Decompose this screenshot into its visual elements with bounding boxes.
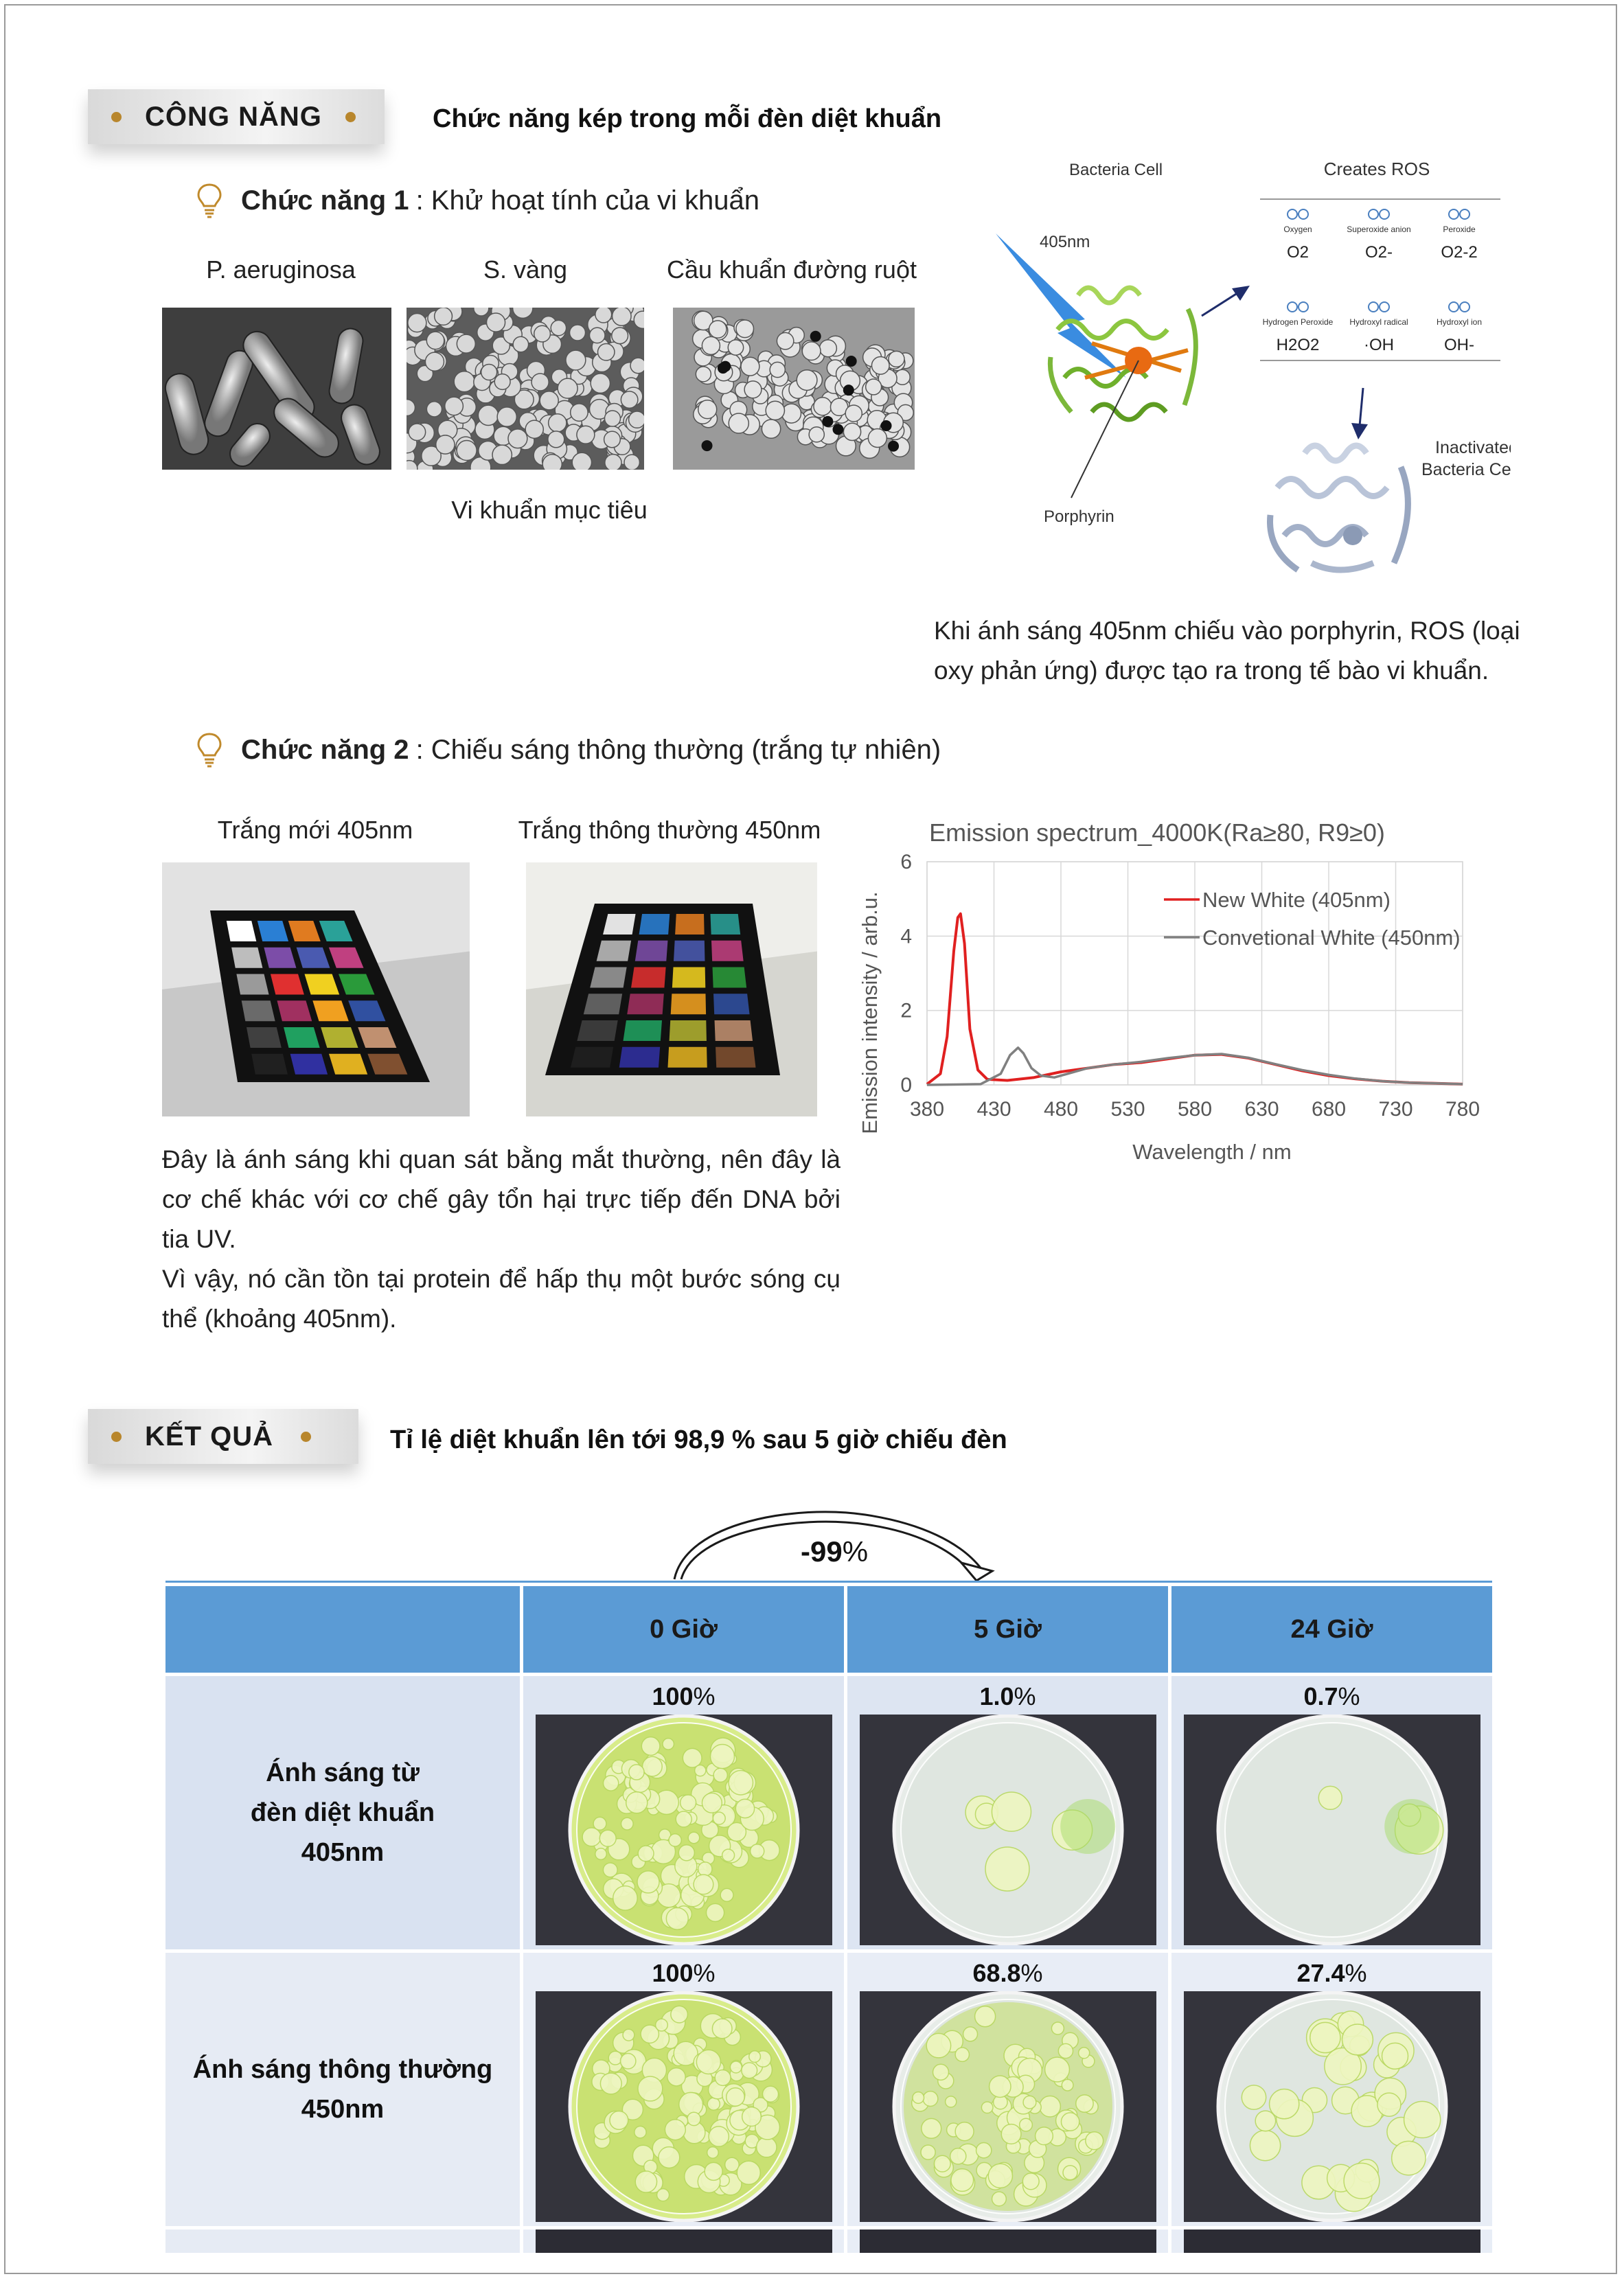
row-label-line: đèn diệt khuẩn [250, 1798, 435, 1827]
ros-formula-label: OH- [1444, 336, 1474, 354]
ros-name-label: Hydroxyl radical [1349, 317, 1408, 327]
table-row [165, 1676, 1492, 1949]
reduction-unit: % [842, 1535, 869, 1568]
ros-name-label: Peroxide [1443, 225, 1476, 234]
bacteria-caption-3: Cầu khuẩn đường ruột [667, 255, 917, 284]
result-cell [847, 1676, 1168, 1949]
result-unit: % [1345, 1959, 1367, 1987]
y-tick-label: 0 [900, 1074, 912, 1097]
petri-dish-photo [536, 1715, 832, 1945]
table-header-empty [165, 1586, 520, 1673]
result-cell [1171, 1953, 1492, 2226]
table-footer-cell [523, 2230, 844, 2253]
ros-name-label: Oxygen [1283, 225, 1312, 234]
diagram-creates-ros-label: Creates ROS [1323, 159, 1430, 179]
bacteria-caption-2: S. vàng [483, 255, 568, 284]
color-checker-photo-conventional [526, 862, 817, 1116]
x-tick-label: 580 [1177, 1098, 1213, 1121]
diagram-bacteria-cell-label: Bacteria Cell [1068, 161, 1163, 179]
lightbulb-icon [196, 183, 223, 218]
ros-name-label: Superoxide anion [1347, 225, 1411, 234]
ros-formula-label: H2O2 [1276, 336, 1320, 354]
legend-label: Convetional White (450nm) [1202, 926, 1461, 950]
chart-title: Emission spectrum_4000K(Ra≥80, R9≥0) [929, 818, 1385, 847]
row-label-line: Ánh sáng thông thường [192, 2055, 493, 2084]
ros-formula-label: O2 [1286, 243, 1310, 262]
sem-image-s-aureus [407, 308, 644, 470]
sem-image-p-aeruginosa [162, 308, 391, 470]
ros-formula-label: O2-2 [1441, 243, 1478, 262]
function2-heading [196, 732, 941, 768]
row-label-line: 450nm [301, 2095, 385, 2124]
section-tag-ket-qua [88, 1409, 358, 1464]
emission-spectrum-chart [855, 810, 1514, 1167]
result-unit: % [1014, 1682, 1036, 1710]
function1-heading [196, 183, 759, 218]
table-footer-cell [847, 2230, 1168, 2253]
light-bolt-icon [996, 233, 1126, 378]
diagram-inactivated-label-1: Inactivated [1435, 438, 1511, 457]
y-tick-label: 6 [900, 851, 912, 873]
function2-label: Chức năng 2 [241, 734, 409, 765]
result-value: 0.7 [1303, 1682, 1338, 1710]
result-unit: % [1338, 1682, 1360, 1710]
section-tag-label: KẾT QUẢ [145, 1421, 273, 1452]
reduction-label [801, 1535, 868, 1568]
x-tick-label: 430 [976, 1098, 1011, 1121]
bullet-dot-icon [111, 1432, 122, 1442]
row-label-405nm [165, 1676, 520, 1949]
petri-dish-photo [1184, 1991, 1480, 2222]
row-label-line: 405nm [301, 1838, 385, 1867]
result-cell [523, 1676, 844, 1949]
ros-name-label: Hydrogen Peroxide [1262, 317, 1334, 327]
y-tick-label: 2 [900, 999, 912, 1022]
target-bacteria-caption: Vi khuẩn mục tiêu [451, 496, 648, 524]
chart-y-axis-label: Emission intensity / arb.u. [858, 891, 882, 1134]
function2-paragraph-1: Đây là ánh sáng khi quan sát bằng mắt thường, nên đây là cơ chế khác với cơ chế gây tổn hại trực tiếp đến DNA bởi tia UV. [162, 1145, 840, 1253]
legend-label: New White (405nm) [1202, 888, 1391, 912]
result-unit: % [693, 1682, 716, 1710]
x-tick-label: 480 [1043, 1098, 1079, 1121]
table-row [165, 1953, 1492, 2226]
section-headline: Tỉ lệ diệt khuẩn lên tới 98,9 % sau 5 giờ chiếu đèn [390, 1425, 1007, 1454]
x-tick-label: 530 [1110, 1098, 1145, 1121]
result-value: 1.0 [979, 1682, 1014, 1710]
bullet-dot-icon [111, 112, 122, 122]
function2-text: : Chiếu sáng thông thường (trắng tự nhiên) [415, 734, 941, 765]
color-checker-photo-new-white [162, 862, 470, 1116]
diagram-inactivated-label-2: Bacteria Cell [1421, 460, 1511, 479]
result-value: 68.8 [972, 1959, 1021, 1987]
x-tick-label: 680 [1311, 1098, 1347, 1121]
ros-name-label: Hydroxyl ion [1436, 317, 1483, 327]
petri-dish-photo [1184, 1715, 1480, 1945]
table-footer-cell [1171, 2230, 1492, 2253]
lightbulb-icon [196, 732, 223, 768]
bullet-dot-icon [301, 1432, 311, 1442]
petri-dish-photo [860, 1991, 1156, 2222]
function2-paragraph-2: Vì vậy, nó cần tồn tại protein để hấp thụ một bước sóng cụ thể (khoảng 405nm). [162, 1265, 840, 1333]
result-cell [523, 1953, 844, 2226]
petri-dish-photo [860, 1715, 1156, 1945]
ros-formula-label: ·OH [1364, 336, 1394, 354]
diagram-description-line-1: Khi ánh sáng 405nm chiếu vào porphyrin, ROS (loại [934, 617, 1520, 645]
diagram-wavelength-label: 405nm [1040, 233, 1090, 251]
ros-mechanism-diagram [982, 151, 1511, 597]
table-header-24h: 24 Giờ [1171, 1586, 1492, 1673]
result-cell [847, 1953, 1168, 2226]
y-tick-label: 4 [900, 925, 912, 948]
row-label-450nm [165, 1953, 520, 2226]
petri-dish-photo [536, 1991, 832, 2222]
reduction-number: -99 [801, 1535, 843, 1568]
result-value: 100 [652, 1682, 694, 1710]
inactivated-protein-icon [1270, 446, 1408, 570]
result-unit: % [1020, 1959, 1043, 1987]
diagram-porphyrin-label: Porphyrin [1044, 507, 1114, 526]
diagram-description-line-2: oxy phản ứng) được tạo ra trong tế bào vi khuẩn. [934, 656, 1489, 685]
x-tick-label: 780 [1445, 1098, 1480, 1121]
section-headline: Chức năng kép trong mỗi đèn diệt khuẩn [433, 104, 942, 133]
function1-label: Chức năng 1 [241, 185, 409, 216]
result-cell [1171, 1676, 1492, 1949]
photo-caption-conventional-white: Trắng thông thường 450nm [518, 816, 821, 844]
photo-caption-new-white: Trắng mới 405nm [217, 816, 413, 844]
results-table [162, 1581, 1496, 2256]
table-header-5h: 5 Giờ [847, 1586, 1168, 1673]
row-label-line: Ánh sáng từ [266, 1758, 420, 1787]
function1-text: : Khử hoạt tính của vi khuẩn [415, 185, 759, 216]
result-unit: % [693, 1959, 716, 1987]
x-tick-label: 630 [1244, 1098, 1279, 1121]
ros-formula-label: O2- [1364, 243, 1393, 262]
chart-x-axis-label: Wavelength / nm [1132, 1140, 1292, 1164]
section-tag-label: CÔNG NĂNG [145, 101, 322, 132]
sem-image-enterococcus [673, 308, 915, 470]
bullet-dot-icon [345, 112, 356, 122]
bacteria-caption-1: P. aeruginosa [206, 255, 356, 284]
result-value: 27.4 [1296, 1959, 1345, 1987]
section-tag-cong-nang [88, 89, 385, 144]
table-footer-cell [165, 2230, 520, 2253]
result-value: 100 [652, 1959, 694, 1987]
table-header-0h: 0 Giờ [523, 1586, 844, 1673]
x-tick-label: 730 [1378, 1098, 1413, 1121]
x-tick-label: 380 [909, 1098, 945, 1121]
